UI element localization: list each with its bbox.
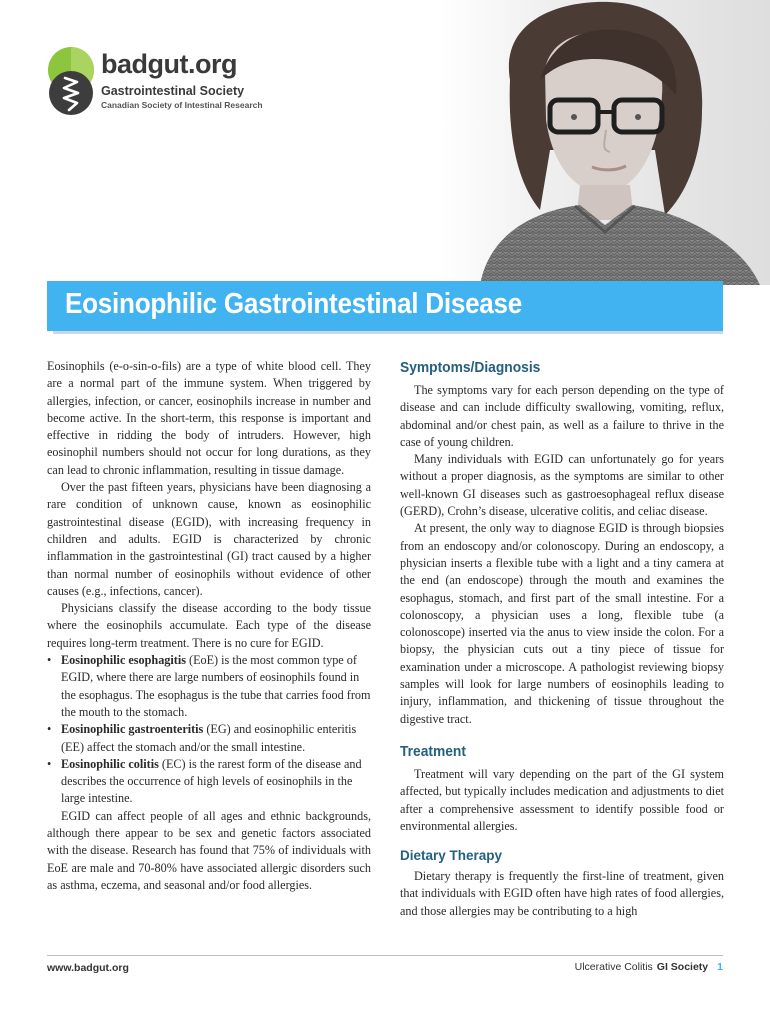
footer-url[interactable]: www.badgut.org bbox=[47, 962, 129, 974]
egid-types-list bbox=[47, 652, 371, 808]
symptoms-heading: Symptoms/Diagnosis bbox=[400, 359, 541, 376]
term: Eosinophilic gastroenteritis bbox=[61, 722, 204, 737]
diagnosis-paragraph: At present, the only way to diagnose EGID is through biopsies from an endoscopy and/or colonoscopy. During an endoscopy, a physician inserts a flexible tube with a light and a tiny camera at the end (an endoscope) through the mouth and examines the esophagus, stomach, and first part of the small intestine. For a colonoscopy, a physician uses a long, flexible tube (a colonoscope) inserted via the anus to view inside the colon. For a biopsy, the physician cuts out a tiny piece of tissue for examination under a microscope. A pathologist reviewing biopsy samples will look for large numbers of eosinophils leading to injury, inflammation, and thickening of tissue throughout the digestive tract. bbox=[400, 521, 724, 726]
demographics-paragraph: EGID can affect people of all ages and ethnic backgrounds, although there appear to be sex and genetic factors associated with the disease. Research has found that 75% of individuals with EoE are male and 70-80% have associated allergic disorders such as asthma, eczema, and seasonal and/or food allergies. bbox=[47, 808, 371, 892]
logo-subtitle: Canadian Society of Intestinal Research bbox=[101, 100, 263, 110]
title-banner bbox=[47, 281, 723, 331]
logo-url: badgut.org bbox=[101, 49, 237, 79]
footer-doc-title: Ulcerative Colitis bbox=[574, 961, 653, 973]
egid-paragraph: Over the past fifteen years, physicians have been diagnosing a rare condition of unknown cause, known as eosinophilic gastrointestinal disease (EGID), with increasing frequency in children and adults. EGID is characterized by chronic inflammation in the gastrointestinal (GI) tract caused by a higher than normal number of eosinophils without evidence of other causes (e.g., infections, cancer). bbox=[47, 480, 371, 598]
list-item bbox=[47, 756, 371, 808]
term: Eosinophilic esophagitis bbox=[61, 653, 186, 668]
term-description: (EoE) is the most common type of EGID, where there are large numbers of eosinophils found in the esophagus. The esophagus is the tube that carries food from the mouth to the stomach. bbox=[61, 653, 371, 719]
right-column bbox=[400, 358, 724, 920]
list-item bbox=[47, 721, 371, 756]
symptoms-paragraph: The symptoms vary for each person depending on the type of disease and can include difficulty swallowing, vomiting, reflux, abdominal and/or chest pain, as well as a failure to thrive in the case of young children. bbox=[400, 383, 724, 449]
bullet-marker: • bbox=[47, 756, 52, 771]
bullet-marker: • bbox=[47, 722, 52, 737]
term-description: (EC) is the rarest form of the disease and describes the occurrence of high levels of eosinophils in the large intestine. bbox=[61, 756, 362, 806]
logo-society: Gastrointestinal Society bbox=[101, 84, 245, 98]
term-description: (EG) and eosinophilic enteritis (EE) affect the stomach and/or the small intestine. bbox=[61, 722, 357, 754]
intro-paragraph: Eosinophils (e-o-sin-o-fils) are a type of white blood cell. They are a normal part of the immune system. When triggered by allergies, infection, or cancer, eosinophils increase in number and become active. In the short-term, this response is important and effective in ridding the body of intruders. However, high eosinophil numbers should not occur for long durations, as they can lead to chronic inflammation, resulting in tissue damage. bbox=[47, 359, 371, 477]
footer-publisher: GI Society bbox=[656, 961, 709, 973]
treatment-heading: Treatment bbox=[400, 742, 466, 760]
treatment-paragraph: Treatment will vary depending on the part of the GI system affected, but typically includes medication and adjustments to diet after a comprehensive assessment to identify possible food or environmental allergies. bbox=[400, 766, 724, 833]
title-shadow bbox=[53, 331, 723, 334]
bullet-marker: • bbox=[47, 653, 52, 668]
footer-divider bbox=[47, 955, 723, 956]
logo bbox=[47, 46, 307, 126]
left-column bbox=[47, 358, 371, 894]
list-item bbox=[47, 652, 371, 721]
page-title: Eosinophilic Gastrointestinal Disease bbox=[65, 288, 523, 320]
dietary-paragraph: Dietary therapy is frequently the first-line of treatment, given that individuals with EGID often have high rates of food allergies, and those allergies may be contributing to a high bbox=[400, 869, 724, 918]
diagnosis-delay-paragraph: Many individuals with EGID can unfortunately go for years without a proper diagnosis, as the symptoms are similar to other well-known GI diseases such as gastroesophageal reflux disease (GERD), Crohn’s disease, ulcerative colitis, and celiac disease. bbox=[400, 452, 724, 519]
term: Eosinophilic colitis bbox=[61, 756, 159, 771]
page-number: 1 bbox=[717, 961, 723, 973]
hero-photo bbox=[440, 0, 770, 285]
dietary-therapy-heading: Dietary Therapy bbox=[400, 848, 503, 864]
classification-paragraph: Physicians classify the disease according to the body tissue where the eosinophils accumulate. Each type of the disease requires long-term treatment. There is no cure for EGID. bbox=[47, 601, 371, 650]
footer-info bbox=[575, 961, 723, 973]
logo-icon bbox=[47, 46, 95, 116]
